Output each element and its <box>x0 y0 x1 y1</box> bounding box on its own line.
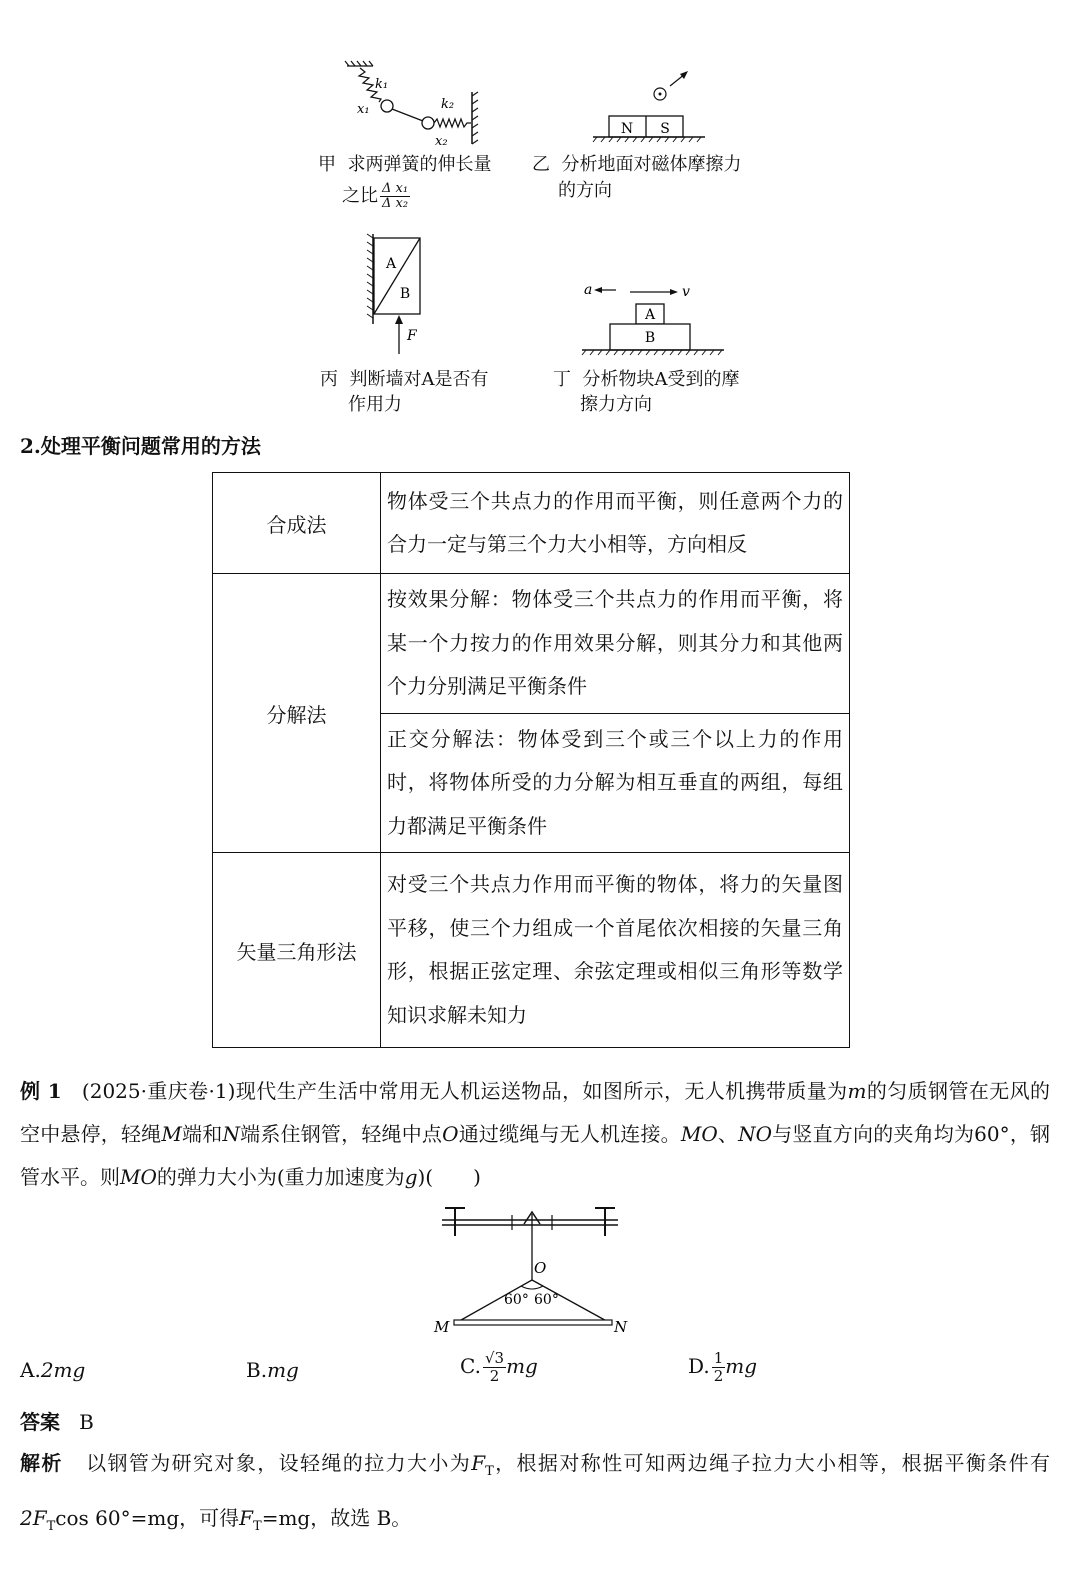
option-d-num: 1 <box>713 1349 724 1367</box>
var-m: m <box>847 1079 867 1103</box>
method-desc: 物体受三个共点力的作用而平衡，则任意两个力的合力一定与第三个力大小相等，方向相反 <box>381 473 850 574</box>
var-MO: MO <box>680 1122 718 1146</box>
figure-ding-caption-line1: 分析物块A受到的摩 <box>582 369 740 390</box>
method-name: 分解法 <box>213 574 381 853</box>
ratio-den: Δ x₂ <box>382 196 409 211</box>
x1-label: x₁ <box>357 102 370 117</box>
answer-value: B <box>79 1410 94 1434</box>
equation-1-tail: cos 60°=mg <box>55 1506 180 1530</box>
example-text: 的弹力大小为(重力加速度为 <box>156 1165 405 1189</box>
var-N: N <box>222 1122 240 1146</box>
ratio-fraction <box>380 182 410 211</box>
option-b-value: mg <box>267 1358 299 1382</box>
equation-2-sub: T <box>253 1519 262 1534</box>
option-c-fraction <box>483 1350 506 1385</box>
example-text: 、 <box>717 1122 739 1146</box>
analysis-paragraph <box>20 1440 1050 1550</box>
option-d-den: 2 <box>713 1367 724 1385</box>
velocity-v-label: v <box>682 284 690 300</box>
table-row <box>213 574 850 714</box>
option-c-tail: mg <box>506 1354 538 1378</box>
example-text: 端系住钢管，轻绳中点 <box>239 1122 443 1146</box>
var-ft: F <box>471 1451 486 1475</box>
option-c-den: 2 <box>489 1367 500 1385</box>
var-ft-sub: T <box>485 1464 494 1479</box>
analysis-text: ，可得 <box>179 1506 240 1530</box>
option-b-label: B. <box>246 1358 268 1382</box>
example-text: 端和 <box>181 1122 223 1146</box>
figure-jia-prefix: 甲 <box>318 154 336 175</box>
figure-ding-caption <box>553 367 739 393</box>
section-heading: 2.处理平衡问题常用的方法 <box>20 434 261 458</box>
equation-2: F <box>239 1506 254 1530</box>
analysis-text: ，根据对称性可知两边绳子拉力大小相等，根据平衡条件有 <box>493 1451 1051 1475</box>
example-text: )( ) <box>417 1165 481 1189</box>
option-d[interactable] <box>688 1350 757 1385</box>
figure-yi-caption-line2: 的方向 <box>558 180 612 201</box>
figure-yi-diagram <box>585 62 715 147</box>
option-b[interactable] <box>246 1358 299 1382</box>
pole-n: N <box>620 121 634 137</box>
answer-label: 答案 <box>20 1410 60 1434</box>
equation-1: 2F <box>20 1506 47 1530</box>
figure-ding-caption-2 <box>580 392 652 418</box>
answer-line <box>20 1406 94 1435</box>
drone-figure <box>420 1200 640 1345</box>
option-a-value: 2mg <box>40 1358 86 1382</box>
block-b-label: B <box>399 286 411 302</box>
example-text: 的匀质钢管在无风的空中悬停，轻绳 <box>20 1079 1051 1146</box>
option-a-label: A. <box>20 1358 41 1382</box>
ratio-num: Δ x₁ <box>382 181 409 196</box>
k2-label: k₂ <box>441 97 455 112</box>
method-desc: 按效果分解：物体受三个共点力的作用而平衡，将某一个力按力的作用效果分解，则其分力和其他两个力分别满足平衡条件 <box>381 574 850 714</box>
block-a-label: A <box>385 256 397 272</box>
angle-right-label: 60° <box>534 1292 559 1308</box>
figure-bing-diagram <box>355 228 445 358</box>
figure-jia-caption-line1: 求两弹簧的伸长量 <box>347 154 492 175</box>
table-row <box>213 473 850 574</box>
figure-bing-caption-line1: 判断墙对A是否有 <box>349 369 489 390</box>
var-M: M <box>161 1122 182 1146</box>
method-desc: 对受三个共点力作用而平衡的物体，将力的矢量图平移，使三个力组成一个首尾依次相接的矢量三角形，根据正弦定理、余弦定理或相似三角形等数学知识求解未知力 <box>381 853 850 1048</box>
point-n-label: N <box>614 1318 628 1336</box>
table-row <box>213 853 850 1048</box>
option-d-tail: mg <box>725 1354 758 1378</box>
figure-yi-prefix: 乙 <box>532 154 550 175</box>
var-MO: MO <box>120 1165 157 1189</box>
example-text: 与竖直方向的夹角均为60°，钢管水平。则 <box>20 1122 1051 1189</box>
figure-jia-caption <box>318 152 491 178</box>
var-g: g <box>404 1165 418 1189</box>
figure-ding-caption-line2: 擦力方向 <box>580 394 652 415</box>
example-text: 现代生产生活中常用无人机运送物品，如图所示，无人机携带质量为 <box>235 1079 848 1103</box>
angle-left-label: 60° <box>504 1292 529 1308</box>
option-a[interactable] <box>20 1358 85 1382</box>
pole-s: S <box>660 121 670 137</box>
figure-bing-prefix: 丙 <box>320 369 338 390</box>
equation-2-tail: =mg <box>261 1506 311 1530</box>
accel-a-label: a <box>584 282 593 298</box>
example-text: 通过缆绳与无人机连接。 <box>458 1122 681 1146</box>
figure-ding-diagram <box>578 278 728 360</box>
example-paragraph <box>20 1070 1050 1199</box>
option-c-label: C. <box>460 1354 481 1378</box>
block-a-label: A <box>644 307 656 323</box>
example-source: (2025·重庆卷·1) <box>81 1079 236 1103</box>
block-b-label: B <box>644 330 656 346</box>
x2-label: x₂ <box>435 134 448 149</box>
figure-bing-caption-2 <box>348 392 402 418</box>
figure-jia-diagram <box>335 58 495 158</box>
figure-yi-caption-line1: 分析地面对磁体摩擦力 <box>561 154 742 175</box>
method-name: 矢量三角形法 <box>213 853 381 1048</box>
figure-yi-caption <box>532 152 741 178</box>
k1-label: k₁ <box>375 77 389 92</box>
figure-ding-prefix: 丁 <box>553 369 571 390</box>
analysis-label: 解析 <box>20 1451 63 1475</box>
example-label: 例 1 <box>20 1079 62 1103</box>
figure-yi-caption-2 <box>558 178 612 204</box>
figure-bing-caption-line2: 作用力 <box>348 394 402 415</box>
point-m-label: M <box>434 1318 450 1336</box>
option-c[interactable] <box>460 1350 538 1385</box>
analysis-text: 以钢管为研究对象，设轻绳的拉力大小为 <box>86 1451 472 1475</box>
var-NO: NO <box>738 1122 773 1146</box>
option-c-num: √3 <box>484 1349 505 1367</box>
methods-table <box>212 472 850 1048</box>
figure-jia-caption-line2: 之比 <box>342 185 378 207</box>
method-desc: 正交分解法：物体受到三个或三个以上力的作用时，将物体所受的力分解为相互垂直的两组，每组力都满足平衡条件 <box>381 713 850 853</box>
force-f-label: F <box>407 328 417 344</box>
option-d-fraction <box>712 1350 726 1385</box>
method-name: 合成法 <box>213 473 381 574</box>
figure-bing-caption <box>320 367 488 393</box>
equation-1-sub: T <box>46 1519 56 1534</box>
point-o-label: O <box>534 1259 547 1277</box>
option-d-label: D. <box>688 1354 710 1378</box>
analysis-text: ，故选 B。 <box>310 1506 412 1530</box>
figure-jia-caption-2 <box>342 182 410 211</box>
var-O: O <box>442 1122 459 1146</box>
